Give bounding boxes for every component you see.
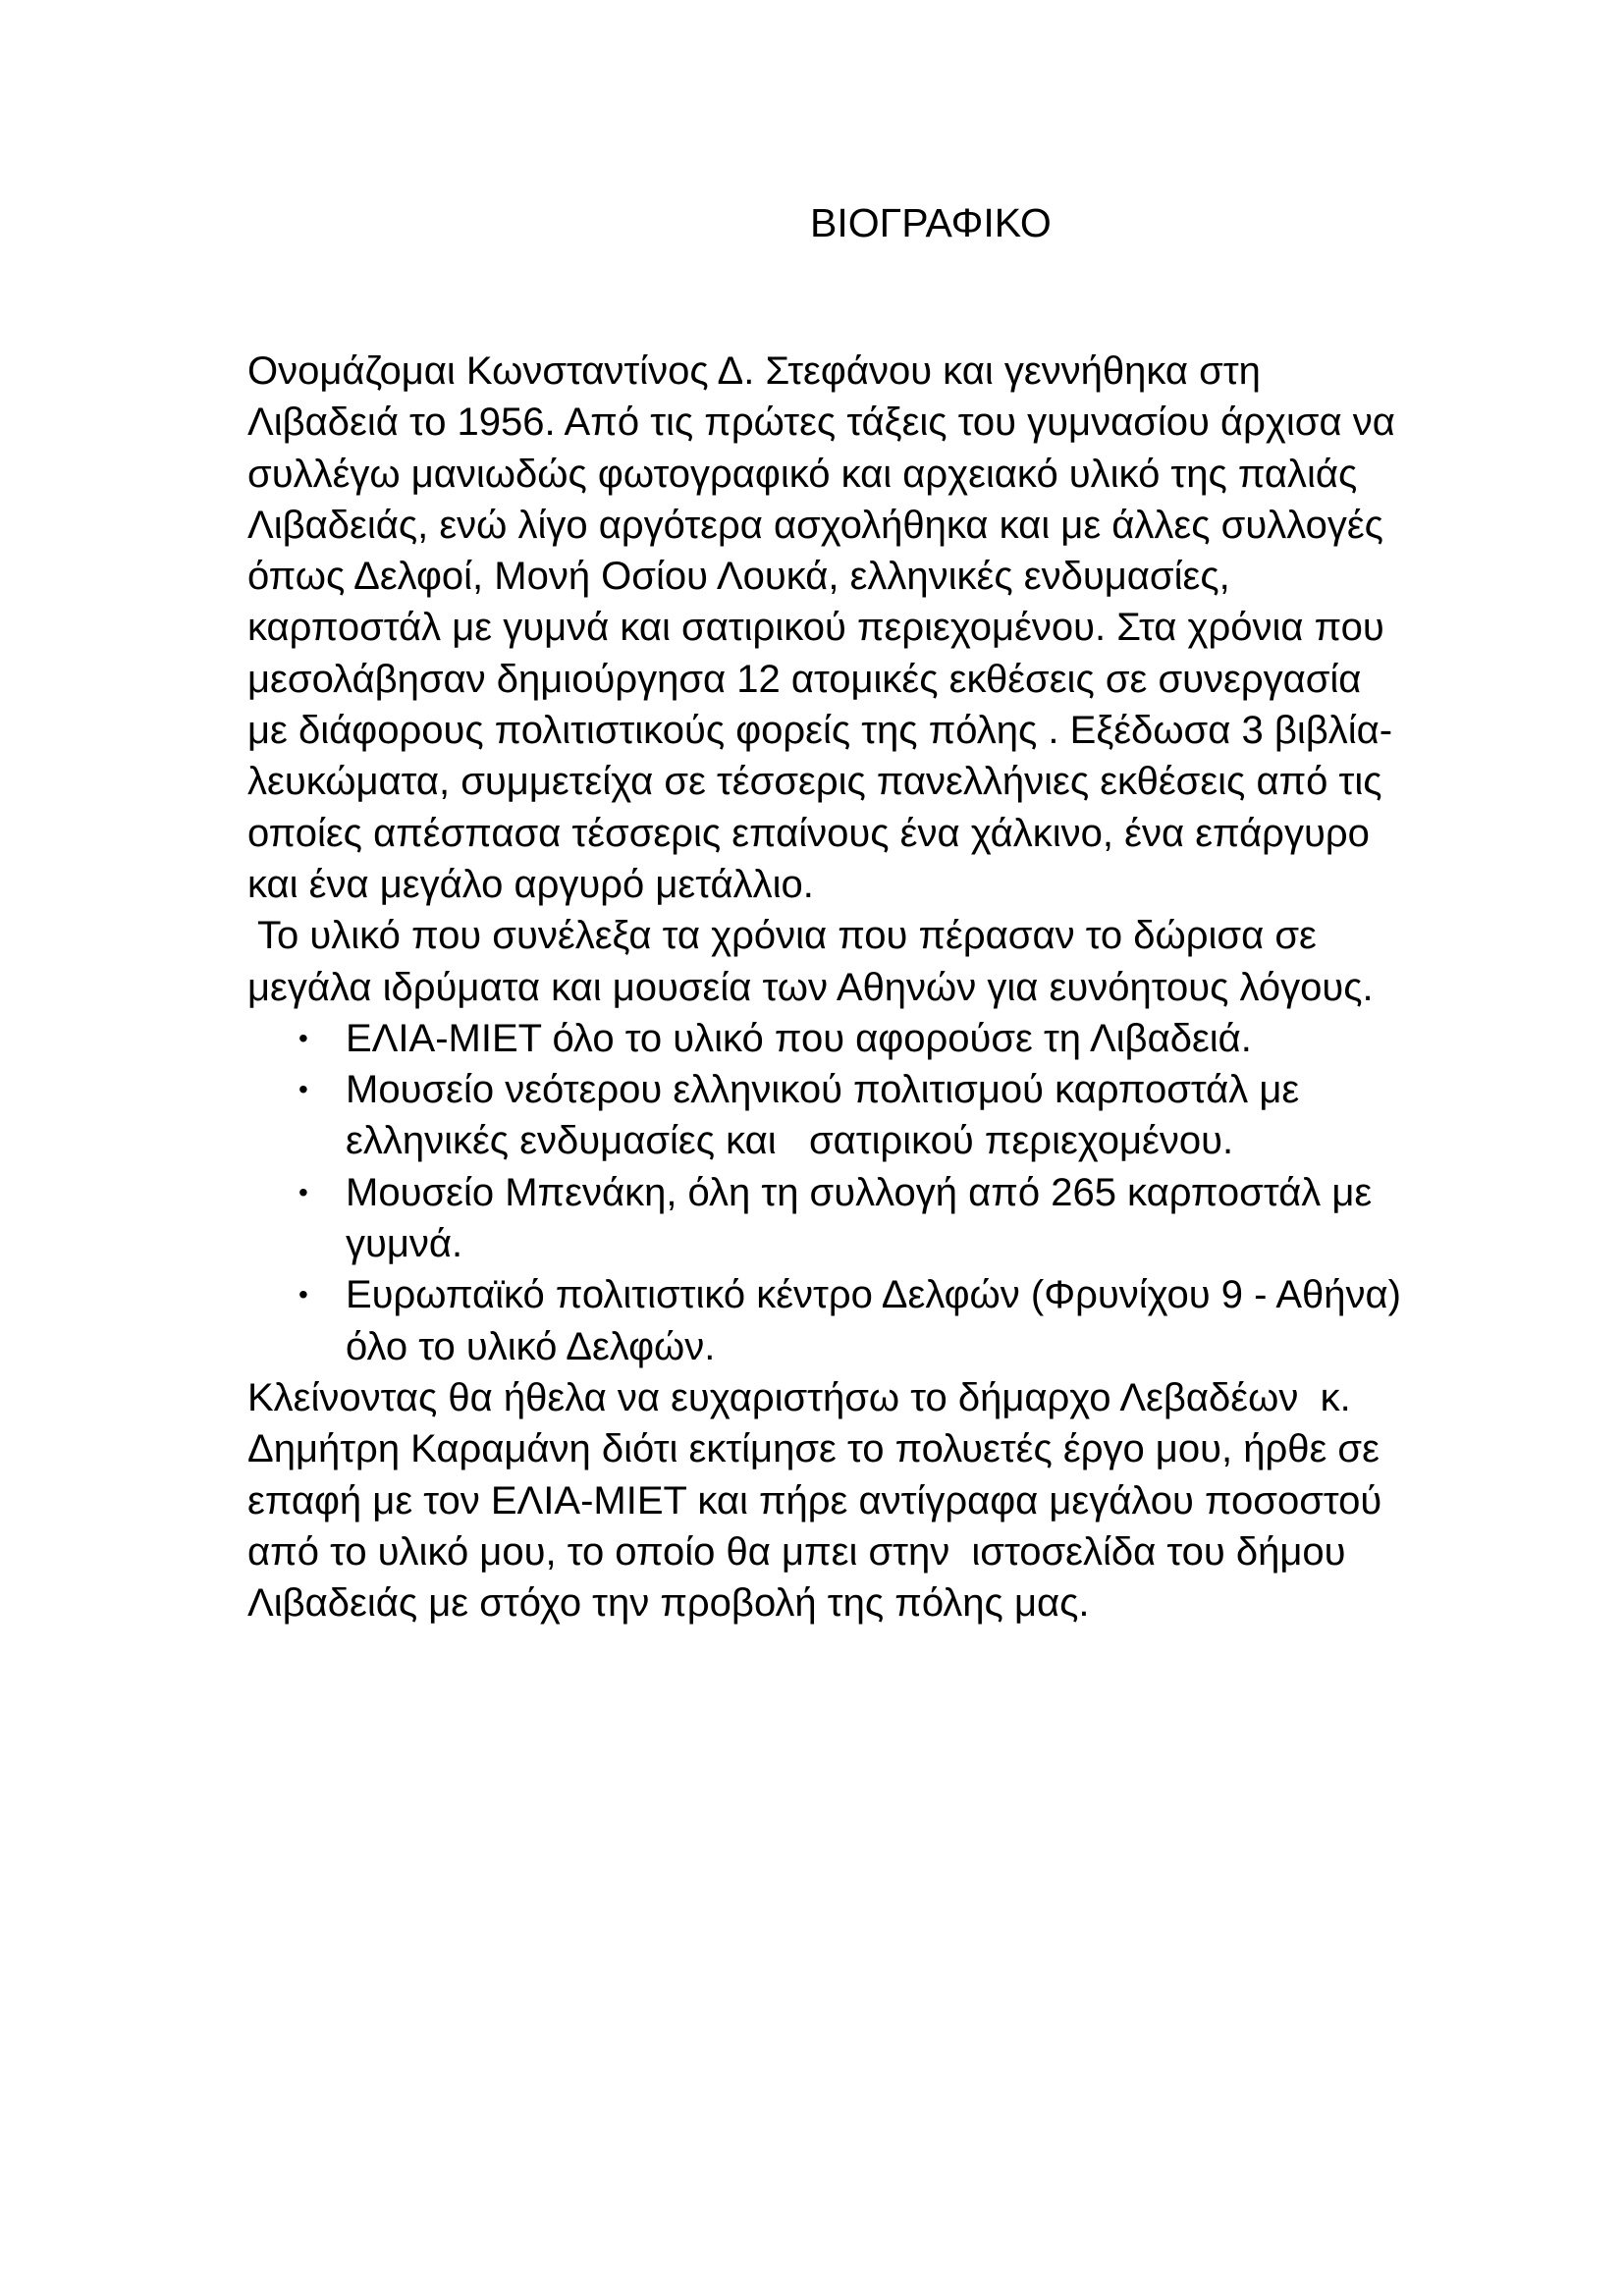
list-item-text: Μουσείο νεότερου ελληνικού πολιτισμού καρποστάλ με ελληνικές ενδυμασίες και σατιρικού περιεχομένου. xyxy=(346,1068,1311,1163)
list-item-text: Μουσείο Μπενάκη, όλη τη συλλογή από 265 καρποστάλ με γυμνά. xyxy=(346,1170,1373,1266)
bullet-dot-icon: • xyxy=(298,1022,308,1053)
document-body xyxy=(247,346,1406,1629)
bullet-dot-icon: • xyxy=(298,1176,308,1207)
document-title: ΒΙΟΓΡΑΦΙΚΟ xyxy=(810,200,1052,245)
list-item-text: ΕΛΙΑ-ΜΙΕΤ όλο το υλικό που αφορούσε τη Λιβαδειά. xyxy=(346,1016,1252,1060)
intro-paragraph: Ονομάζομαι Κωνσταντίνος Δ. Στεφάνου και γεννήθηκα στη Λιβαδειά το 1956. Από τις πρώτες τάξεις του γυμνασίου άρχισα να συλλέγω μανιωδώς φωτογραφικό και αρχειακό υλικό της παλιάς Λιβαδειάς, ενώ λίγο αργότερα ασχολήθηκα και με άλλες συλλογές όπως Δελφοί, Μονή Οσίου Λουκά, ελληνικές ενδυμασίες, καρποστάλ με γυμνά και σατιρικού περιεχομένου. Στα χρόνια που μεσολάβησαν δημιούργησα 12 ατομικές εκθέσεις σε συνεργασία με διάφορους πολιτιστικούς φορείς της πόλης . Εξέδωσα 3 βιβλία-λευκώματα, συμμετείχα σε τέσσερις πανελλήνιες εκθέσεις από τις οποίες απέσπασα τέσσερις επαίνους ένα χάλκινο, ένα επάργυρο και ένα μεγάλο αργυρό μετάλλιο. xyxy=(247,349,1395,906)
donation-paragraph: Το υλικό που συνέλεξα τα χρόνια που πέρασαν το δώρισα σε μεγάλα ιδρύματα και μουσεία των Αθηνών για ευνόητους λόγους. xyxy=(247,914,1374,1009)
closing-paragraph: Κλείνοντας θα ήθελα να ευχαριστήσω το δήμαρχο Λεβαδέων κ. Δημήτρη Καραμάνη διότι εκτίμησε το πολυετές έργο μου, ήρθε σε επαφή με τον ΕΛΙΑ-ΜΙΕΤ και πήρε αντίγραφα μεγάλου ποσοστού από το υλικό μου, το οποίο θα μπει στην ιστοσελίδα του δήμου Λιβαδειάς με στόχο την προβολή της πόλης μας. xyxy=(247,1375,1393,1626)
list-item xyxy=(247,1013,1406,1064)
list-item xyxy=(247,1167,1406,1270)
list-item xyxy=(247,1064,1406,1167)
list-item-text: Ευρωπαϊκό πολιτιστικό κέντρο Δελφών (Φρυνίχου 9 - Αθήνα) όλο το υλικό Δελφών. xyxy=(346,1273,1401,1368)
bullet-dot-icon: • xyxy=(298,1279,308,1310)
donation-list xyxy=(247,1013,1406,1372)
list-item xyxy=(247,1269,1406,1372)
bullet-dot-icon: • xyxy=(298,1074,308,1105)
